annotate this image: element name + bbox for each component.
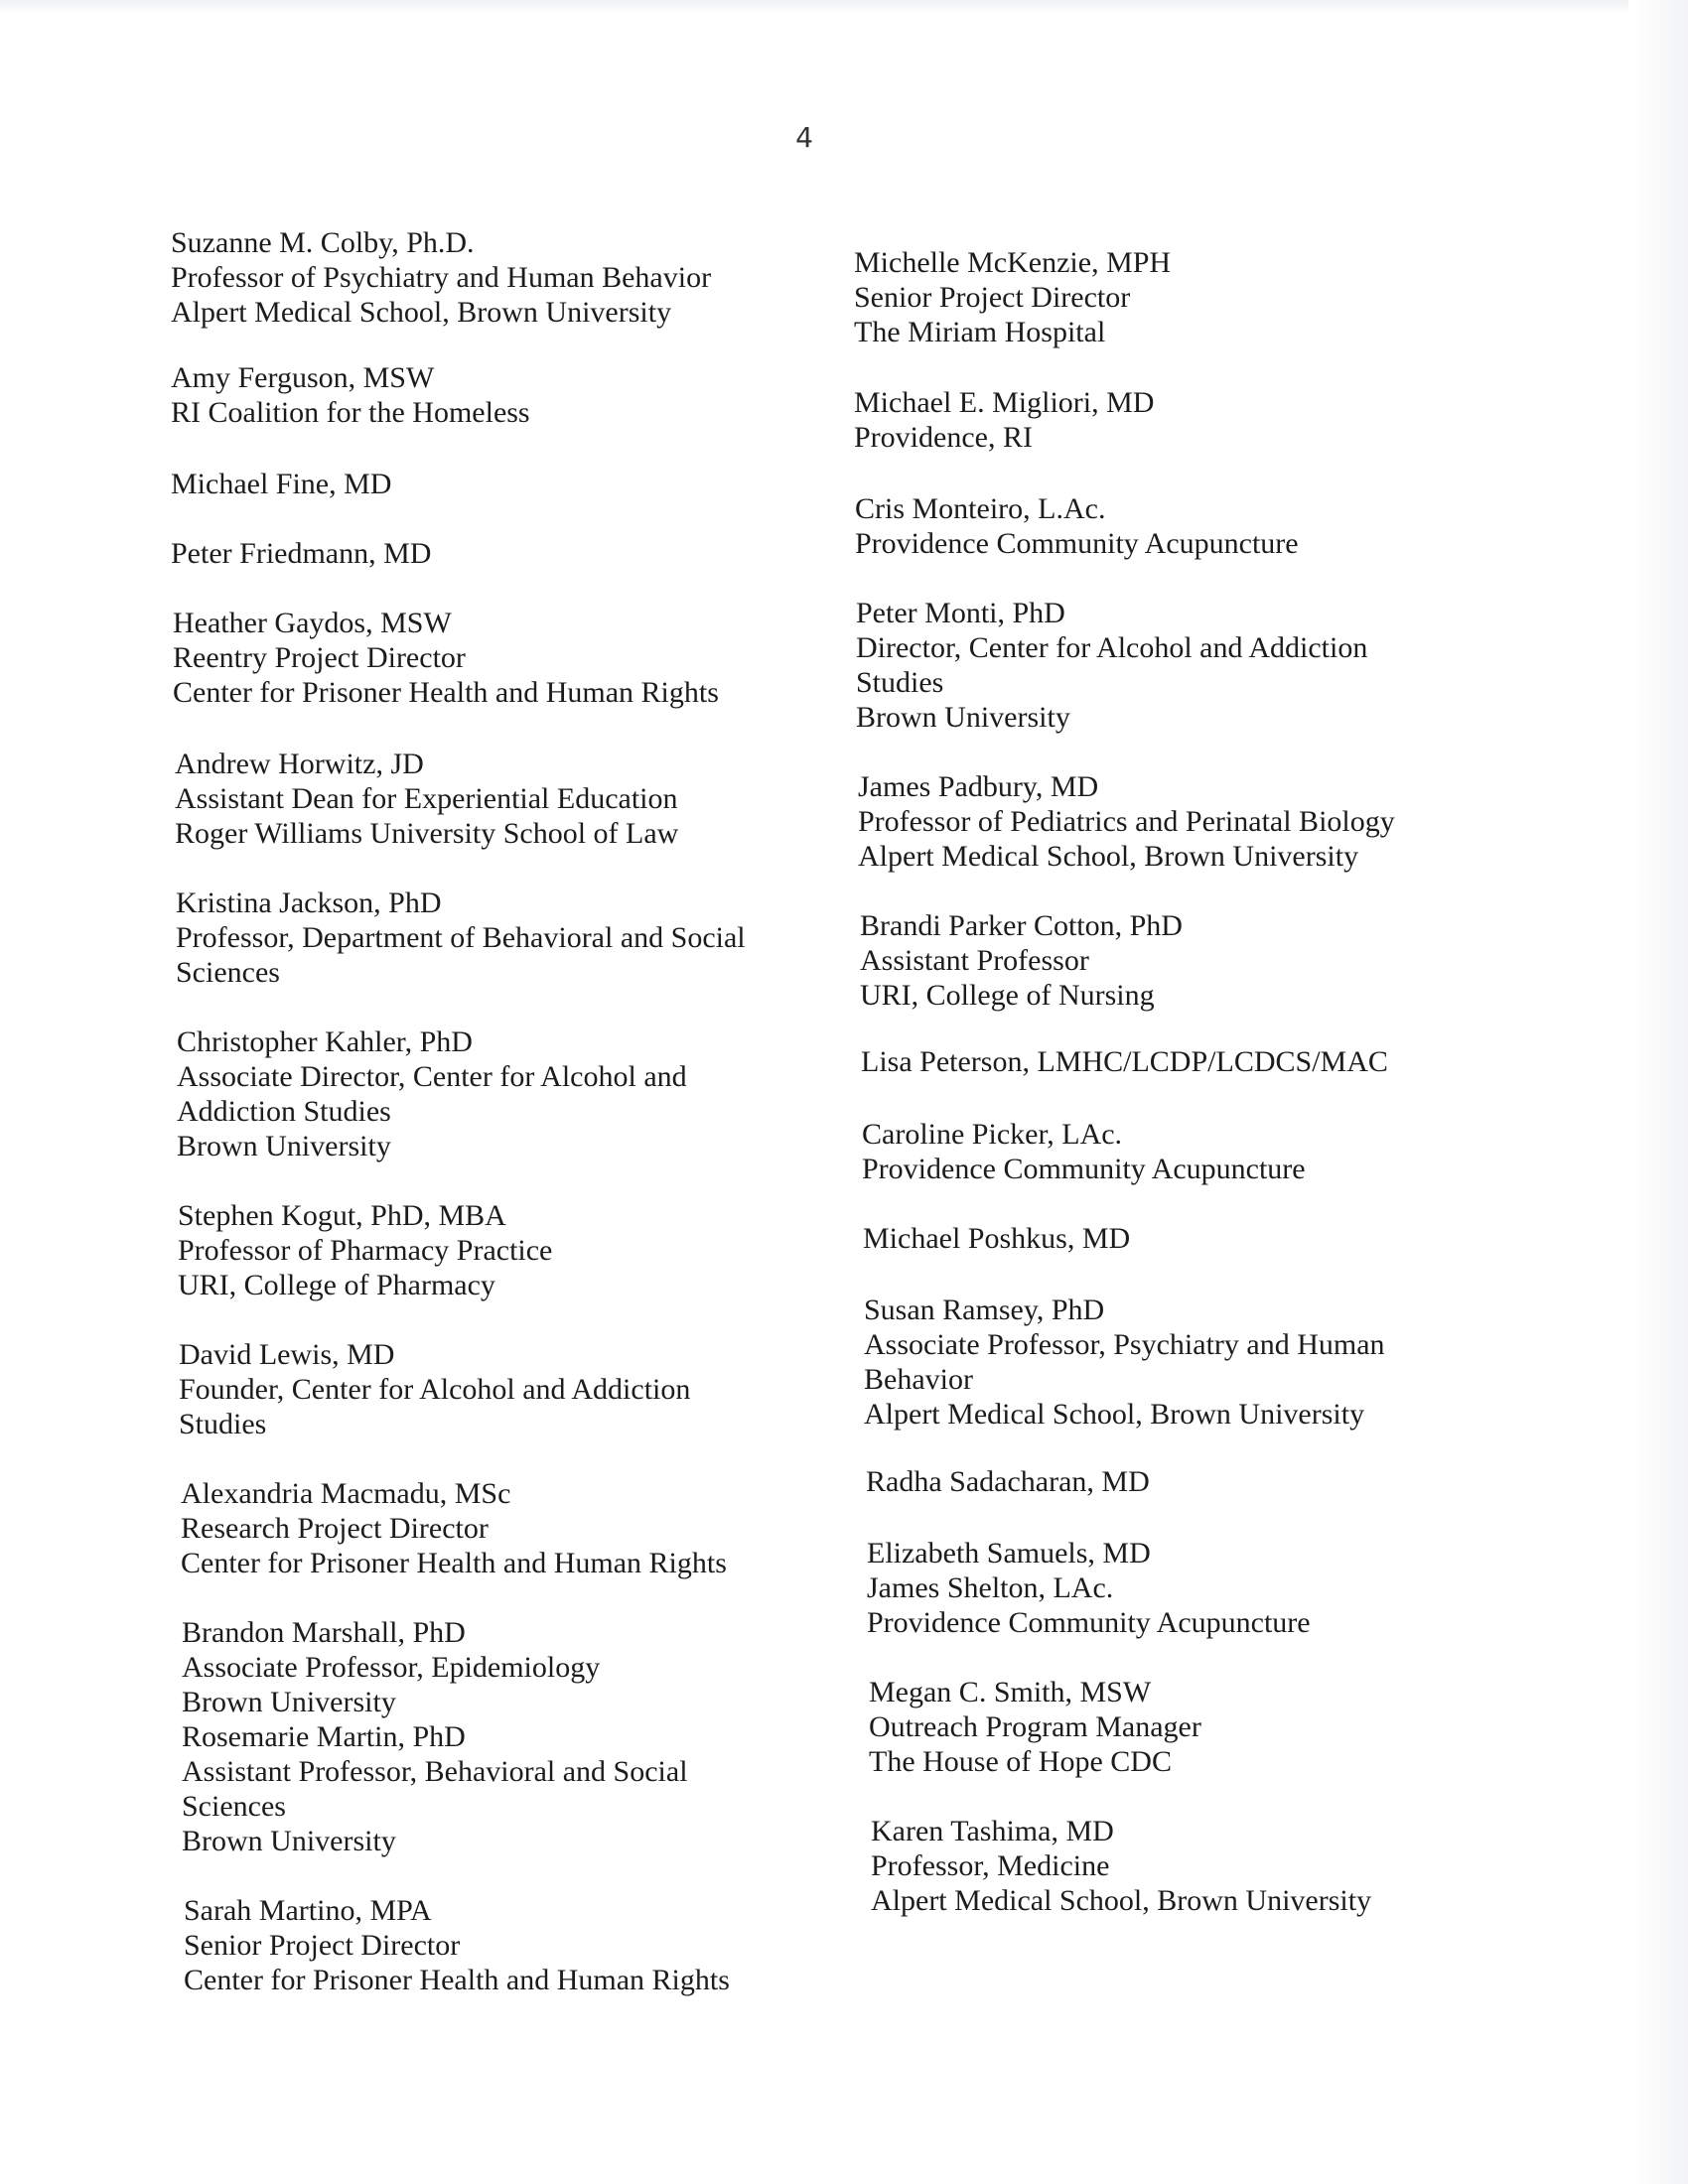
person-name: Caroline Picker, LAc. — [862, 1118, 1123, 1151]
affiliation-line: Director, Center for Alcohol and Addiction Studies — [856, 631, 1368, 699]
affiliation-line: Professor, Medicine — [871, 1849, 1110, 1882]
affiliation-line: Center for Prisoner Health and Human Rights — [181, 1547, 727, 1579]
person-name: Michael Fine, MD — [171, 468, 392, 500]
list-item — [175, 747, 949, 851]
list-item — [181, 1476, 955, 1580]
list-item — [184, 1893, 958, 1997]
list-item — [855, 491, 1629, 561]
affiliation-line: Providence, RI — [854, 421, 1033, 454]
list-item — [861, 1044, 1635, 1079]
list-item — [867, 1536, 1641, 1640]
person-name: Megan C. Smith, MSW — [869, 1676, 1152, 1708]
person-name: Karen Tashima, MD — [871, 1815, 1114, 1847]
person-name: Heather Gaydos, MSW — [173, 607, 452, 639]
affiliation-line: Alpert Medical School, Brown University — [871, 1884, 1372, 1917]
affiliation-line: Senior Project Director — [854, 281, 1131, 314]
affiliation-line: Outreach Program Manager — [869, 1710, 1201, 1743]
affiliation-line: Alpert Medical School, Brown University — [864, 1398, 1365, 1431]
person-name: Alexandria Macmadu, MSc — [181, 1477, 511, 1510]
person-name: James Padbury, MD — [858, 770, 1099, 803]
list-item — [854, 385, 1628, 455]
affiliation-line: Providence Community Acupuncture — [855, 527, 1299, 560]
list-item — [173, 606, 947, 710]
person-name: Suzanne M. Colby, Ph.D. — [171, 226, 475, 259]
affiliation-line: Professor of Psychiatry and Human Behavior — [171, 261, 712, 294]
affiliation-line: Center for Prisoner Health and Human Rights — [184, 1964, 730, 1996]
affiliation-line: Roger Williams University School of Law — [175, 817, 679, 850]
affiliation-line: Center for Prisoner Health and Human Rights — [173, 676, 719, 709]
person-name: Peter Monti, PhD — [856, 597, 1065, 629]
affiliation-line: Assistant Professor — [860, 944, 1089, 977]
affiliation-line: Professor, Department of Behavioral and Social Sciences — [176, 921, 746, 989]
person-name: Brandon Marshall, PhD — [182, 1616, 466, 1649]
list-item — [864, 1293, 1638, 1432]
affiliation-line: Associate Professor, Psychiatry and Human Behavior — [864, 1328, 1385, 1396]
person-name: Kristina Jackson, PhD — [176, 887, 442, 919]
list-item — [171, 225, 945, 330]
list-item — [860, 908, 1634, 1013]
page-number: 4 — [795, 121, 813, 154]
list-item — [171, 360, 945, 430]
affiliation-line: Professor of Pediatrics and Perinatal Biology — [858, 805, 1395, 838]
list-item — [858, 769, 1632, 874]
person-name: Michael Poshkus, MD — [863, 1222, 1131, 1255]
person-name: Susan Ramsey, PhD — [864, 1294, 1105, 1326]
affiliation-line: Brown University — [182, 1686, 396, 1718]
affiliation-line: The Miriam Hospital — [854, 316, 1106, 348]
list-item — [171, 467, 945, 501]
list-item — [862, 1117, 1636, 1186]
list-item — [176, 886, 950, 990]
affiliation-line: URI, College of Nursing — [860, 979, 1155, 1012]
affiliation-line: Providence Community Acupuncture — [867, 1606, 1311, 1639]
affiliation-line: James Shelton, LAc. — [867, 1571, 1114, 1604]
person-name: Lisa Peterson, LMHC/LCDP/LCDCS/MAC — [861, 1045, 1388, 1078]
affiliation-line: Alpert Medical School, Brown University — [171, 296, 672, 329]
affiliation-line: Brown University — [177, 1130, 391, 1162]
list-item — [178, 1198, 952, 1302]
affiliation-line: Associate Professor, Epidemiology — [182, 1651, 601, 1684]
affiliation-line: Research Project Director — [181, 1512, 489, 1545]
affiliation-line: RI Coalition for the Homeless — [171, 396, 530, 429]
affiliation-line: Brown University — [182, 1825, 396, 1857]
affiliation-line: Senior Project Director — [184, 1929, 461, 1962]
person-name: Sarah Martino, MPA — [184, 1894, 432, 1927]
person-name: Cris Monteiro, L.Ac. — [855, 492, 1106, 525]
person-name: Stephen Kogut, PhD, MBA — [178, 1199, 506, 1232]
affiliation-line: Founder, Center for Alcohol and Addiction Studies — [179, 1373, 691, 1440]
affiliation-line: Providence Community Acupuncture — [862, 1153, 1306, 1185]
person-name: David Lewis, MD — [179, 1338, 395, 1371]
person-name: Andrew Horwitz, JD — [175, 748, 424, 780]
person-name: Michael E. Migliori, MD — [854, 386, 1155, 419]
affiliation-line: Associate Director, Center for Alcohol and Addiction Studies — [177, 1060, 687, 1128]
scan-top-shade — [0, 0, 1688, 14]
list-item — [854, 245, 1628, 349]
list-item — [171, 536, 945, 571]
list-item — [866, 1464, 1640, 1499]
person-name: Elizabeth Samuels, MD — [867, 1537, 1151, 1570]
list-item — [856, 596, 1630, 735]
affiliation-line: Assistant Professor, Behavioral and Social Sciences — [182, 1755, 688, 1823]
affiliation-line: URI, College of Pharmacy — [178, 1269, 495, 1301]
affiliation-line: Alpert Medical School, Brown University — [858, 840, 1359, 873]
list-item — [863, 1221, 1637, 1256]
person-name: Peter Friedmann, MD — [171, 537, 432, 570]
person-name: Christopher Kahler, PhD — [177, 1025, 473, 1058]
affiliation-line: Reentry Project Director — [173, 641, 466, 674]
list-item — [869, 1675, 1643, 1779]
affiliation-line: Rosemarie Martin, PhD — [182, 1720, 466, 1753]
affiliation-line: Brown University — [856, 701, 1070, 734]
affiliation-line: Professor of Pharmacy Practice — [178, 1234, 553, 1267]
person-name: Michelle McKenzie, MPH — [854, 246, 1172, 279]
list-item — [182, 1615, 956, 1858]
affiliation-line: Assistant Dean for Experiential Education — [175, 782, 678, 815]
person-name: Amy Ferguson, MSW — [171, 361, 435, 394]
person-name: Brandi Parker Cotton, PhD — [860, 909, 1183, 942]
list-item — [177, 1024, 951, 1163]
person-name: Radha Sadacharan, MD — [866, 1465, 1150, 1498]
list-item — [871, 1814, 1645, 1918]
list-item — [179, 1337, 953, 1441]
affiliation-line: The House of Hope CDC — [869, 1745, 1172, 1778]
